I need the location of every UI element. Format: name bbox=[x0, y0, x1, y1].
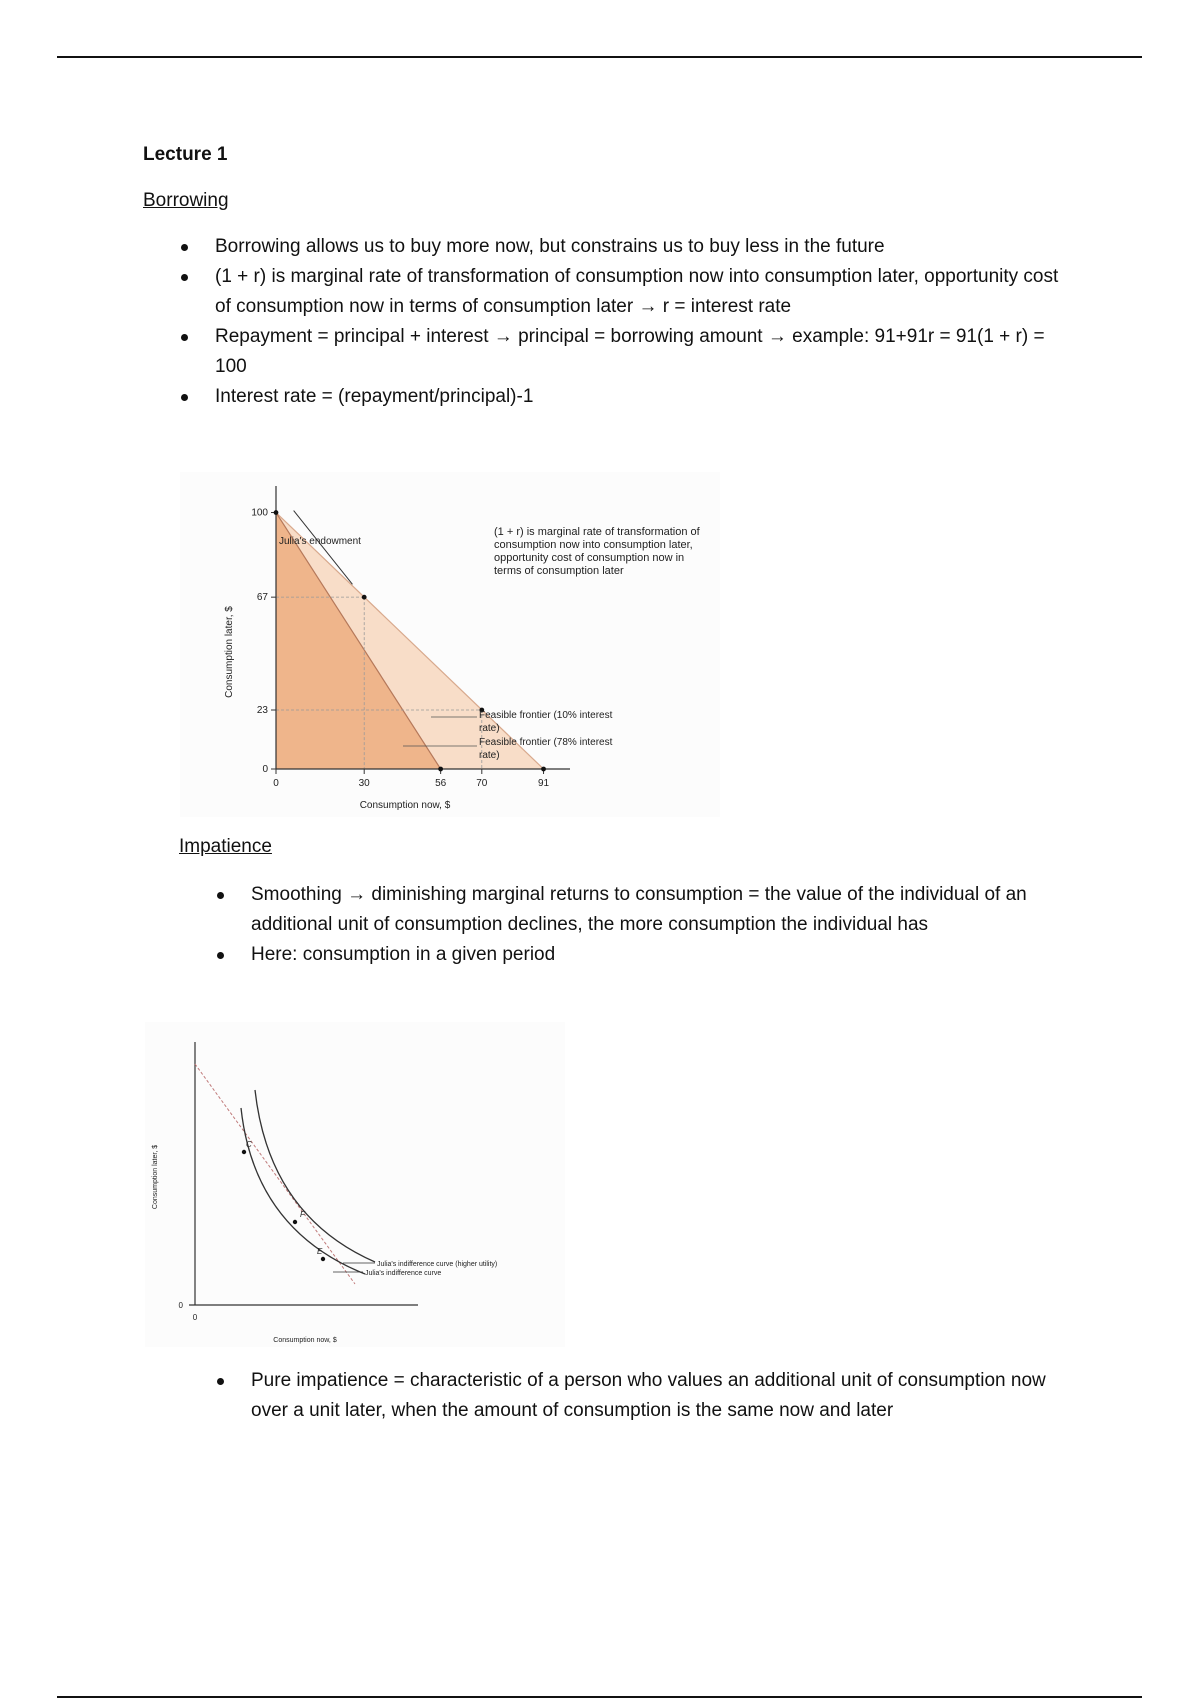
point-e-label: E bbox=[317, 1247, 323, 1256]
point-c-label: C bbox=[246, 1140, 252, 1149]
y-tick-label: 67 bbox=[256, 592, 268, 604]
feasible-frontier-chart bbox=[180, 472, 720, 817]
x-axis-label: Consumption now, $ bbox=[359, 800, 451, 811]
data-point bbox=[541, 767, 546, 772]
y-tick-label: 23 bbox=[256, 705, 268, 717]
data-point bbox=[438, 767, 443, 772]
indifference-curve-figure bbox=[145, 1022, 565, 1347]
x-tick-label: 56 bbox=[435, 778, 447, 789]
mrt-annotation-box bbox=[494, 526, 710, 616]
x-tick-group bbox=[273, 769, 549, 789]
x-tick-label: 70 bbox=[476, 778, 488, 789]
data-point bbox=[362, 595, 367, 600]
x-axis-label: Consumption now, $ bbox=[273, 1337, 337, 1344]
x-tick-label: 30 bbox=[358, 778, 370, 789]
indifference-curve-higher bbox=[255, 1090, 375, 1262]
point-f bbox=[293, 1220, 297, 1224]
borrowing-bullet-list bbox=[143, 232, 1073, 412]
x-tick-label: 0 bbox=[192, 1313, 198, 1322]
point-f-label: F bbox=[300, 1210, 305, 1219]
legend-10pct: Feasible frontier (10% interest rate) bbox=[479, 710, 613, 734]
bullet-item: Borrowing allows us to buy more now, but constrains us to buy less in the future bbox=[143, 232, 1073, 262]
bullet-item: Interest rate = (repayment/principal)-1 bbox=[143, 382, 1073, 412]
indifference-curve-chart bbox=[145, 1022, 565, 1347]
bottom-rule bbox=[57, 1696, 1142, 1698]
legend-78pct-box bbox=[479, 736, 619, 764]
pure-impatience-bullet-list bbox=[179, 1366, 1059, 1426]
y-tick-label: 0 bbox=[262, 764, 268, 775]
feasible-frontier-figure bbox=[180, 472, 720, 817]
legend-higher-utility: Julia's indifference curve (higher utility) bbox=[377, 1261, 498, 1268]
feasible-frontier-line bbox=[195, 1064, 355, 1284]
x-tick-label: 0 bbox=[273, 778, 279, 789]
point-e bbox=[321, 1257, 325, 1261]
y-axis-label: Consumption later, $ bbox=[224, 606, 235, 698]
y-tick-label: 100 bbox=[251, 507, 268, 519]
legend-78pct: Feasible frontier (78% interest rate) bbox=[479, 737, 613, 761]
section-heading-impatience: Impatience bbox=[179, 836, 272, 857]
impatience-bullet-list bbox=[179, 880, 1059, 970]
endowment-label: Julia's endowment bbox=[279, 536, 361, 547]
y-tick-group bbox=[251, 508, 276, 775]
mrt-annotation: (1 + r) is marginal rate of transformation of consumption now into consumption later, opportunity cost of consumption now in terms of consumption later bbox=[494, 526, 700, 577]
data-point bbox=[274, 510, 279, 515]
y-tick-label: 0 bbox=[178, 1301, 183, 1310]
lecture-title: Lecture 1 bbox=[143, 144, 228, 165]
section-heading-borrowing: Borrowing bbox=[143, 190, 229, 211]
bullet-item: Repayment = principal + interest → principal = borrowing amount → example: 91+91r = 91(1 + r) = 100 bbox=[143, 322, 1073, 382]
bullet-item: Smoothing → diminishing marginal returns to consumption = the value of the individual of an additional unit of consumption declines, the more consumption the individual has bbox=[179, 880, 1059, 940]
bullet-item: (1 + r) is marginal rate of transformation of consumption now into consumption later, opportunity cost of consumption now in terms of consumption later → r = interest rate bbox=[143, 262, 1073, 322]
x-tick-label: 91 bbox=[537, 778, 550, 789]
legend-10pct-box bbox=[479, 709, 619, 737]
point-c bbox=[242, 1150, 246, 1154]
bullet-item: Pure impatience = characteristic of a person who values an additional unit of consumption now over a unit later, when the amount of consumption is the same now and later bbox=[179, 1366, 1059, 1426]
indifference-curve-lower bbox=[241, 1108, 365, 1274]
y-axis-label: Consumption later, $ bbox=[152, 1144, 159, 1210]
top-rule bbox=[57, 56, 1142, 58]
bullet-item: Here: consumption in a given period bbox=[179, 940, 1059, 970]
legend-indifference: Julia's indifference curve bbox=[365, 1270, 442, 1277]
